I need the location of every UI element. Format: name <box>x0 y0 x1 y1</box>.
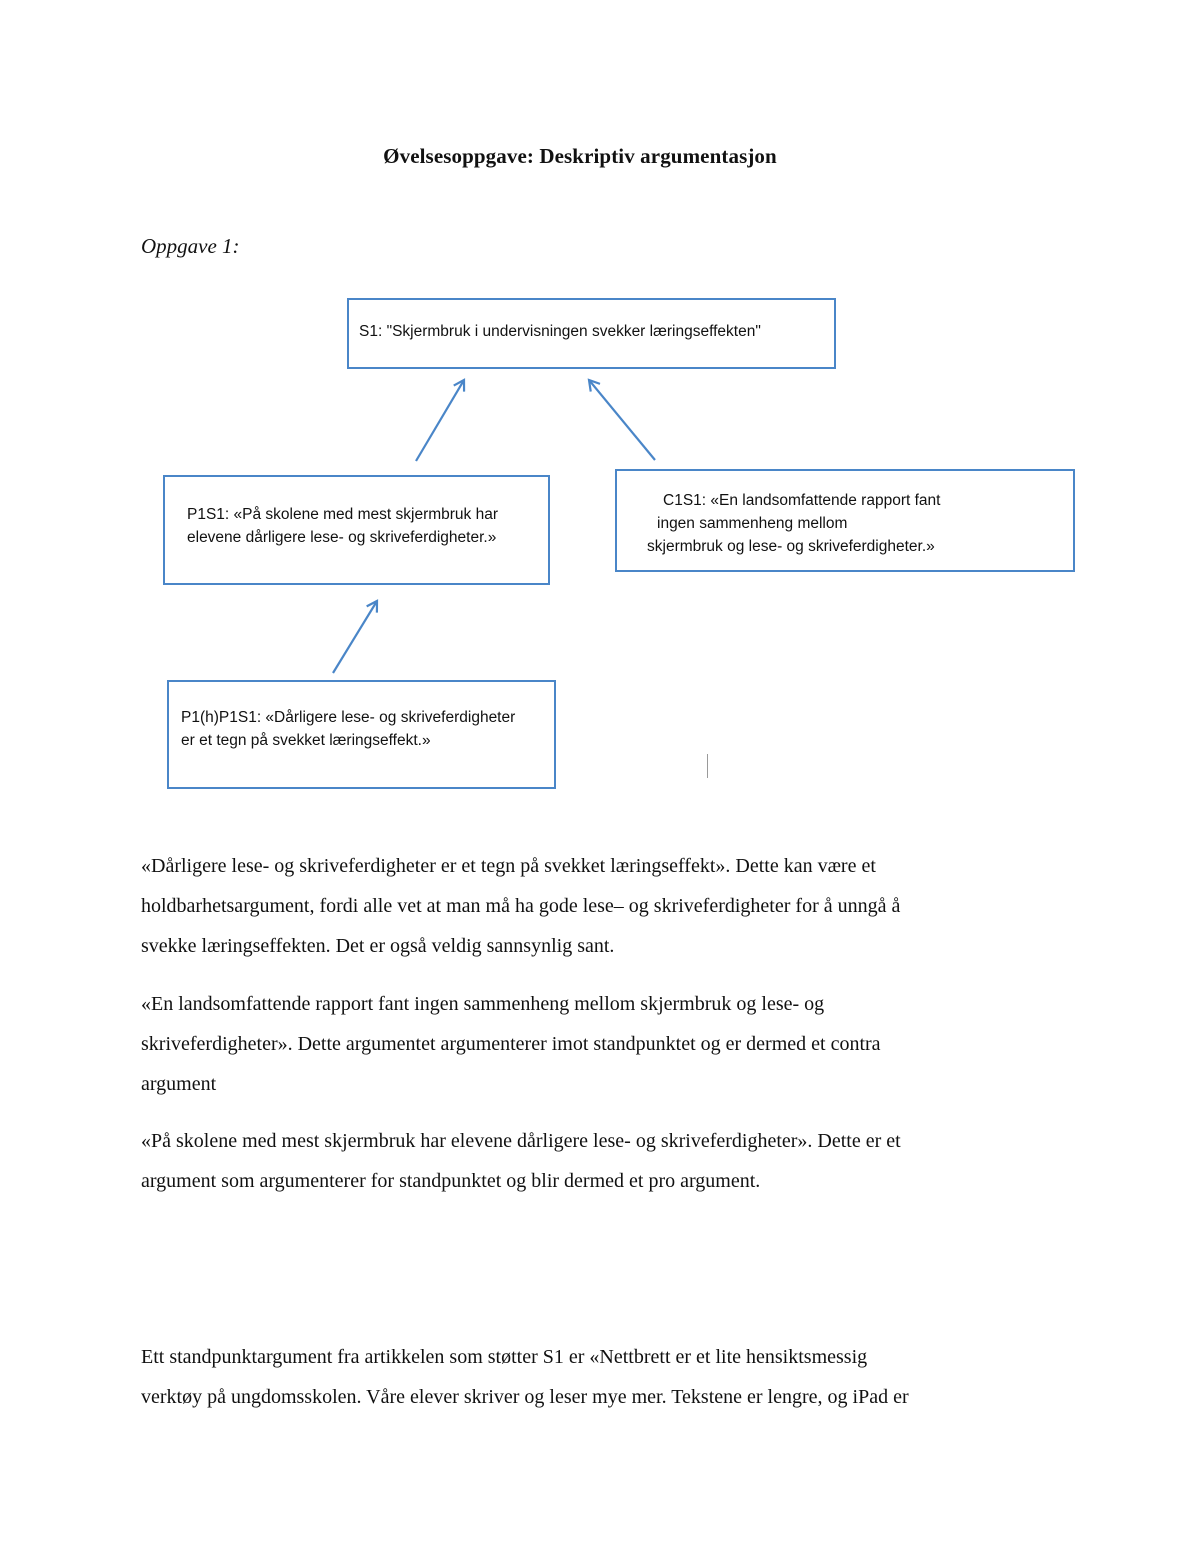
paragraph-line: holdbarhetsargument, fordi alle vet at man må ha gode lese– og skriveferdigheter for å unngå å <box>141 895 901 917</box>
paragraph-line: argument <box>141 1073 217 1095</box>
paragraph-1 <box>141 846 1071 966</box>
text-cursor-mark <box>707 754 708 778</box>
box-text-line: skjermbruk og lese- og skriveferdigheter.» <box>647 538 935 555</box>
box-text-line: S1: "Skjermbruk i undervisningen svekker læringseffekten" <box>359 323 761 340</box>
box-text-line: P1S1: «På skolene med mest skjermbruk har <box>187 506 498 523</box>
arrow-c1s1-to-s1 <box>589 380 655 460</box>
paragraph-3 <box>141 1121 1071 1201</box>
paragraph-line: «En landsomfattende rapport fant ingen sammenheng mellom skjermbruk og lese- og <box>141 993 825 1015</box>
arrow-p1hp1s1-to-p1s1 <box>333 601 377 673</box>
box-text-line: ingen sammenheng mellom <box>657 515 848 532</box>
paragraph-line: «Dårligere lese- og skriveferdigheter er et tegn på svekket læringseffekt». Dette kan være et <box>141 855 876 877</box>
paragraph-line: verktøy på ungdomsskolen. Våre elever skriver og leser mye mer. Tekstene er lengre, og iPad er <box>141 1386 909 1408</box>
pro-argument-box-p1s1 <box>163 475 550 585</box>
standpoint-box-s1 <box>347 298 836 369</box>
paragraph-line: Ett standpunktargument fra artikkelen som støtter S1 er «Nettbrett er et lite hensiktsmessig <box>141 1346 868 1368</box>
contra-argument-box-c1s1 <box>615 469 1075 572</box>
paragraph-line: argument som argumenterer for standpunktet og blir dermed et pro argument. <box>141 1170 761 1192</box>
box-text-line: C1S1: «En landsomfattende rapport fant <box>663 492 941 509</box>
paragraph-line: skriveferdigheter». Dette argumentet argumenterer imot standpunktet og er dermed et contra <box>141 1033 881 1055</box>
paragraph-2 <box>141 984 1071 1104</box>
supporting-argument-box-p1hp1s1 <box>167 680 556 789</box>
box-text-line: elevene dårligere lese- og skriveferdigheter.» <box>187 529 497 546</box>
paragraph-line: «På skolene med mest skjermbruk har elevene dårligere lese- og skriveferdigheter». Dette er et <box>141 1130 901 1152</box>
task-heading: Oppgave 1: <box>141 234 240 258</box>
document-title: Øvelsesoppgave: Deskriptiv argumentasjon <box>383 144 777 168</box>
paragraph-4 <box>141 1337 1071 1417</box>
paragraph-line: svekke læringseffekten. Det er også veldig sannsynlig sant. <box>141 935 615 957</box>
arrow-p1s1-to-s1 <box>416 380 464 461</box>
box-text-line: er et tegn på svekket læringseffekt.» <box>181 732 431 749</box>
box-text-line: P1(h)P1S1: «Dårligere lese- og skriveferdigheter <box>181 709 516 726</box>
